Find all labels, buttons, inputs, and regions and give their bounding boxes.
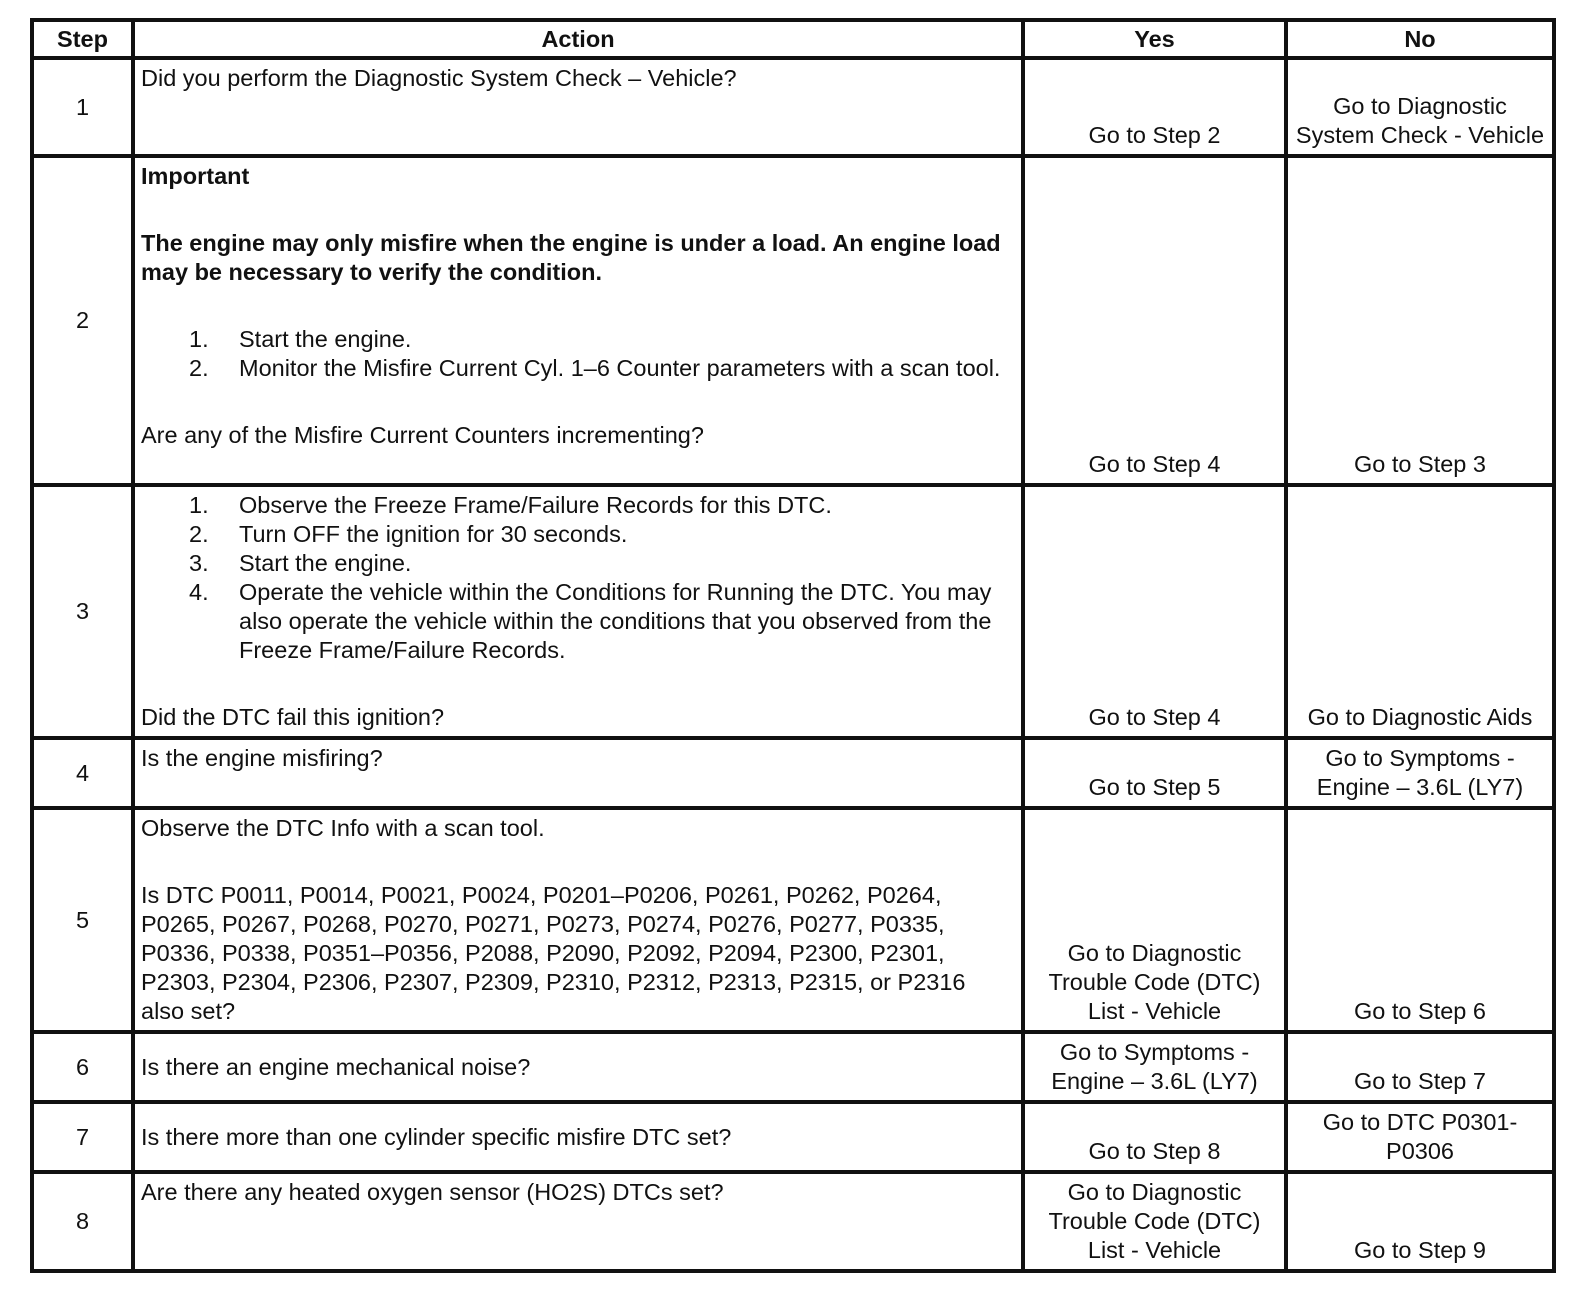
action-cell: [133, 1032, 1023, 1102]
yes-cell: Go to Step 8: [1023, 1102, 1286, 1172]
action-question: Did you perform the Diagnostic System Check – Vehicle?: [141, 65, 737, 91]
table-row: [32, 156, 1554, 485]
header-row: [32, 20, 1554, 58]
action-question: Are any of the Misfire Current Counters incrementing?: [141, 422, 704, 448]
action-cell: [133, 485, 1023, 738]
yes-cell: Go to Step 5: [1023, 738, 1286, 808]
table-row: [32, 808, 1554, 1032]
step-number: 5: [32, 808, 133, 1032]
no-cell: Go to Diagnostic System Check - Vehicle: [1286, 58, 1554, 156]
list-item: Observe the Freeze Frame/Failure Records for this DTC.: [239, 492, 832, 518]
yes-cell: Go to Symptoms - Engine – 3.6L (LY7): [1023, 1032, 1286, 1102]
no-cell: Go to Symptoms - Engine – 3.6L (LY7): [1286, 738, 1554, 808]
header-yes: Yes: [1023, 20, 1286, 58]
action-cell: [133, 156, 1023, 485]
action-cell: [133, 1172, 1023, 1271]
action-cell: [133, 808, 1023, 1032]
no-cell: Go to Step 7: [1286, 1032, 1554, 1102]
table-row: [32, 1032, 1554, 1102]
list-item: Operate the vehicle within the Conditions for Running the DTC. You may also operate the vehicle within the conditions that you observed from the Freeze Frame/Failure Records.: [239, 579, 992, 663]
action-cell: [133, 738, 1023, 808]
yes-cell: Go to Step 2: [1023, 58, 1286, 156]
list-item: Monitor the Misfire Current Cyl. 1–6 Counter parameters with a scan tool.: [239, 355, 1001, 381]
step-number: 7: [32, 1102, 133, 1172]
action-question: Is there an engine mechanical noise?: [141, 1053, 531, 1080]
header-action: Action: [133, 20, 1023, 58]
header-no: No: [1286, 20, 1554, 58]
step-number: 6: [32, 1032, 133, 1102]
table-row: [32, 1102, 1554, 1172]
action-question: Is there more than one cylinder specific misfire DTC set?: [141, 1123, 732, 1150]
action-cell: [133, 1102, 1023, 1172]
table-row: [32, 1172, 1554, 1271]
step-number: 8: [32, 1172, 133, 1271]
procedure-list: [141, 491, 1015, 665]
table-row: [32, 485, 1554, 738]
header-step: Step: [32, 20, 133, 58]
procedure-list: [141, 325, 1015, 383]
yes-cell: Go to Step 4: [1023, 485, 1286, 738]
list-item: Start the engine.: [239, 550, 412, 576]
no-cell: Go to DTC P0301-P0306: [1286, 1102, 1554, 1172]
yes-cell: Go to Diagnostic Trouble Code (DTC) List - Vehicle: [1023, 808, 1286, 1032]
action-question: Is DTC P0011, P0014, P0021, P0024, P0201–P0206, P0261, P0262, P0264, P0265, P0267, P0268, P0270, P0271, P0273, P0274, P0276, P0277, P0335, P0336, P0338, P0351–P0356, P2088, P2090, P2092, P2094, P2300, P2301, P2303, P2304, P2306, P2307, P2309, P2310, P2312, P2313, P2315, or P2316 also set?: [141, 882, 966, 1024]
step-number: 3: [32, 485, 133, 738]
no-cell: Go to Step 6: [1286, 808, 1554, 1032]
no-cell: Go to Step 9: [1286, 1172, 1554, 1271]
step-number: 2: [32, 156, 133, 485]
action-question: Is the engine misfiring?: [141, 745, 383, 771]
action-question: Did the DTC fail this ignition?: [141, 704, 445, 730]
step-number: 4: [32, 738, 133, 808]
list-item: Turn OFF the ignition for 30 seconds.: [239, 521, 628, 547]
list-item: Start the engine.: [239, 326, 412, 352]
important-note: The engine may only misfire when the engine is under a load. An engine load may be necessary to verify the condition.: [141, 230, 1001, 285]
table-row: [32, 58, 1554, 156]
diagnostic-table: [30, 18, 1556, 1273]
action-question: Are there any heated oxygen sensor (HO2S) DTCs set?: [141, 1179, 724, 1205]
no-cell: Go to Step 3: [1286, 156, 1554, 485]
action-cell: [133, 58, 1023, 156]
action-intro: Observe the DTC Info with a scan tool.: [141, 815, 545, 841]
table-row: [32, 738, 1554, 808]
step-number: 1: [32, 58, 133, 156]
yes-cell: Go to Step 4: [1023, 156, 1286, 485]
no-cell: Go to Diagnostic Aids: [1286, 485, 1554, 738]
yes-cell: Go to Diagnostic Trouble Code (DTC) List - Vehicle: [1023, 1172, 1286, 1271]
important-label: Important: [141, 163, 250, 189]
